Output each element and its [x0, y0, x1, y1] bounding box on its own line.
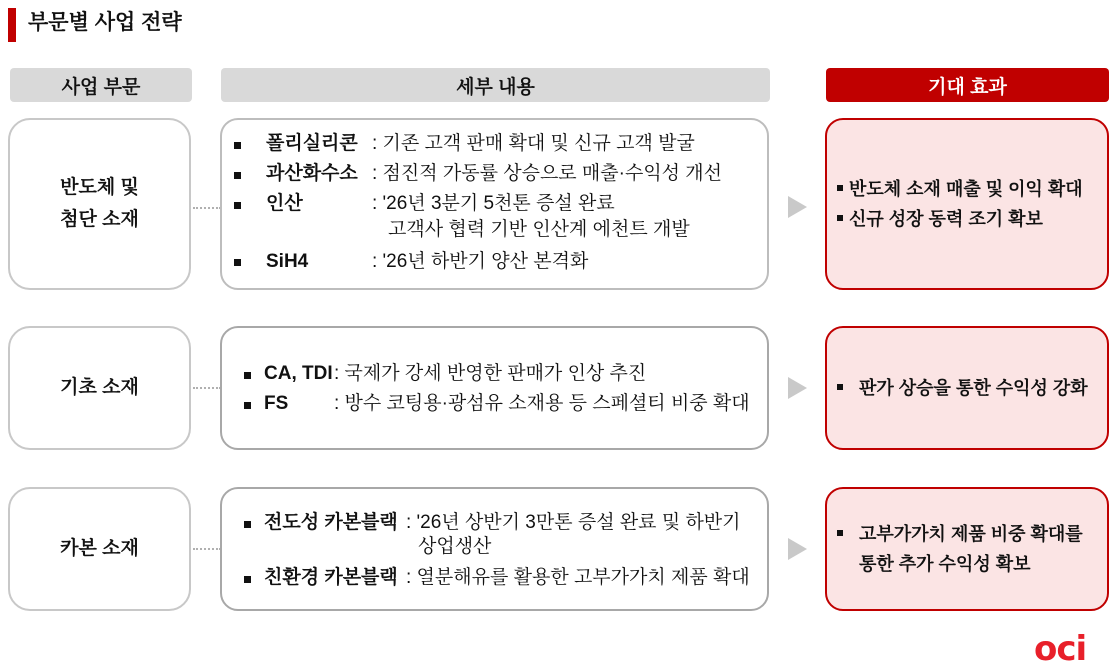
segment-label: 기초 소재	[60, 377, 139, 398]
header-segment: 사업 부문	[10, 68, 192, 102]
item-value: : '26년 상반기 3만톤 증설 완료 및 하반기	[406, 512, 741, 533]
effect-text: 고부가가치 제품 비중 확대를	[859, 524, 1083, 544]
arrow-right-icon	[788, 196, 807, 218]
item-key: FS	[264, 393, 289, 414]
bullet-icon	[234, 142, 241, 149]
bullet-icon	[837, 215, 843, 221]
effect-text: 판가 상승을 통한 수익성 강화	[859, 378, 1088, 398]
oci-logo: oci	[1034, 629, 1087, 669]
segment-carbon	[8, 487, 191, 611]
bullet-icon	[244, 576, 251, 583]
effect-item	[827, 519, 1107, 549]
detail-box-basic	[220, 326, 769, 450]
bullet-icon	[837, 530, 843, 536]
connector-dots	[193, 548, 221, 550]
item-value-continued: 상업생산	[418, 536, 492, 557]
bullet-icon	[244, 402, 251, 409]
item-key: CA, TDI	[264, 363, 333, 384]
detail-box-carbon	[220, 487, 769, 611]
item-key: 친환경 카본블랙	[264, 567, 398, 588]
segment-semiconductor	[8, 118, 191, 290]
bullet-icon	[837, 185, 843, 191]
item-key: 과산화수소	[266, 163, 358, 184]
bullet-icon	[837, 384, 843, 390]
effect-box-semiconductor	[825, 118, 1109, 290]
effect-item	[827, 174, 1107, 204]
page-title: 부문별 사업 전략	[28, 11, 182, 34]
segment-label: 반도체 및 첨단 소재	[60, 177, 139, 230]
effect-box-carbon	[825, 487, 1109, 611]
title-accent-bar	[8, 8, 16, 42]
item-value: : '26년 하반기 양산 본격화	[372, 251, 589, 272]
item-key: 폴리실리콘	[266, 133, 358, 154]
effect-text: 반도체 소재 매출 및 이익 확대	[849, 179, 1083, 199]
item-value: : 국제가 강세 반영한 판매가 인상 추진	[334, 363, 647, 384]
segment-label: 카본 소재	[60, 538, 139, 559]
bullet-icon	[234, 172, 241, 179]
effect-box-basic	[825, 326, 1109, 450]
item-value: : 기존 고객 판매 확대 및 신규 고객 발굴	[372, 133, 695, 154]
connector-dots	[193, 387, 221, 389]
bullet-icon	[244, 521, 251, 528]
effect-text: 신규 성장 동력 조기 확보	[849, 209, 1043, 229]
arrow-right-icon	[788, 377, 807, 399]
item-key: 전도성 카본블랙	[264, 512, 398, 533]
bullet-icon	[244, 372, 251, 379]
arrow-right-icon	[788, 538, 807, 560]
item-key: 인산	[266, 193, 303, 214]
item-value: : 방수 코팅용·광섬유 소재용 등 스페셜티 비중 확대	[334, 393, 750, 414]
effect-item	[827, 373, 1107, 403]
header-detail: 세부 내용	[221, 68, 770, 102]
item-value-continued: 고객사 협력 기반 인산계 에천트 개발	[388, 219, 690, 240]
header-effect: 기대 효과	[826, 68, 1109, 102]
bullet-icon	[234, 259, 241, 266]
connector-dots	[193, 207, 221, 209]
detail-box-semiconductor	[220, 118, 769, 290]
segment-basic	[8, 326, 191, 450]
item-value: : 열분해유를 활용한 고부가가치 제품 확대	[406, 567, 750, 588]
bullet-icon	[234, 202, 241, 209]
effect-item	[827, 204, 1107, 234]
effect-item-continued: 통한 추가 수익성 확보	[859, 554, 1031, 574]
item-value: : '26년 3분기 5천톤 증설 완료	[372, 193, 615, 214]
item-value: : 점진적 가동률 상승으로 매출·수익성 개선	[372, 163, 723, 184]
item-key: SiH4	[266, 251, 309, 272]
